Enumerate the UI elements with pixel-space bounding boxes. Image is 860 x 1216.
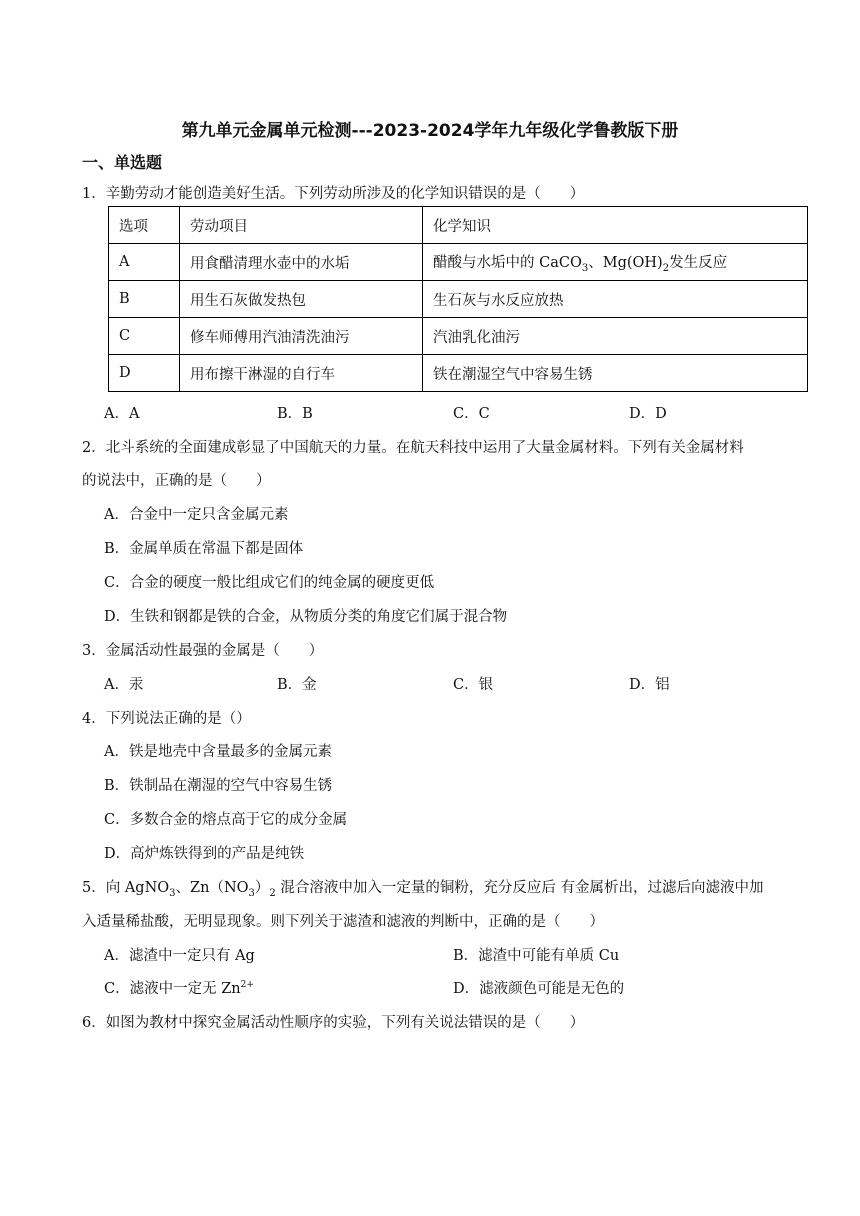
q5-option-c-text: C．滤液中一定无 Zn [104, 981, 241, 997]
q5-stem-line1 [82, 876, 764, 899]
q5-stem-part: 混合溶液中加入一定量的铜粉，充分反应后 有金属析出，过滤后向滤液中加 [275, 880, 764, 896]
q3-option-b: B．金 [277, 677, 317, 693]
q5-option-a: A．滤渣中一定只有 Ag [104, 948, 255, 964]
q4-stem: 4．下列说法正确的是（） [82, 711, 251, 727]
document-title: 第九单元金属单元检测---2023-2024学年九年级化学鲁教版下册 [181, 121, 679, 141]
q3-stem: 3．金属活动性最强的金属是（ ） [82, 643, 324, 659]
table-row [109, 244, 808, 281]
q2-option-c: C．合金的硬度一般比组成它们的纯金属的硬度更低 [104, 575, 435, 591]
q4-option-c: C．多数合金的熔点高于它的成分金属 [104, 812, 348, 828]
q5-option-d: D．滤液颜色可能是无色的 [453, 981, 625, 997]
q3-option-a: A．汞 [104, 677, 144, 693]
q4-option-a: A．铁是地壳中含量最多的金属元素 [104, 744, 332, 760]
subscript: 3 [169, 887, 176, 899]
table-cell-option: C [109, 318, 180, 355]
formula-text: 醋酸与水垢中的 CaCO [433, 254, 582, 271]
q1-option-b: B．B [277, 406, 313, 422]
q3-option-c: C．银 [453, 677, 494, 693]
table-header-cell: 选项 [109, 207, 180, 244]
subscript: 3 [581, 262, 589, 274]
table-header-row [109, 207, 808, 244]
q5-stem-line2: 入适量稀盐酸，无明显现象。则下列关于滤渣和滤液的判断中，正确的是（ ） [82, 914, 604, 930]
table-cell-knowledge: 铁在潮湿空气中容易生锈 [423, 355, 808, 392]
superscript: 2+ [240, 980, 254, 991]
table-header-cell: 化学知识 [423, 207, 808, 244]
table-cell-task: 用布擦干淋湿的自行车 [180, 355, 423, 392]
q5-stem-part: 5．向 AgNO [82, 880, 170, 896]
q1-stem: 1．辛勤劳动才能创造美好生活。下列劳动所涉及的化学知识错误的是（ ） [82, 186, 585, 202]
table-cell-option: A [109, 244, 180, 281]
q2-option-b: B．金属单质在常温下都是固体 [104, 541, 304, 557]
q1-table [108, 206, 808, 392]
q5-stem-part: ） [254, 880, 270, 896]
table-row [109, 355, 808, 392]
subscript: 2 [662, 262, 670, 274]
table-cell-option: B [109, 281, 180, 318]
q5-stem-part: 、Zn（NO [175, 880, 249, 896]
table-cell-knowledge: 汽油乳化油污 [423, 318, 808, 355]
table-cell-option: D [109, 355, 180, 392]
q5-option-c [104, 977, 254, 998]
section-heading: 一、单选题 [82, 153, 163, 172]
table-cell-knowledge: 生石灰与水反应放热 [423, 281, 808, 318]
subscript: 2 [269, 887, 276, 899]
table-cell-task: 用食醋清理水壶中的水垢 [180, 244, 423, 281]
subscript: 3 [248, 887, 255, 899]
q5-option-b: B．滤渣中可能有单质 Cu [453, 948, 620, 964]
formula-text: 、Mg(OH) [588, 254, 663, 271]
q1-option-a: A．A [104, 406, 140, 422]
table-header-cell: 劳动项目 [180, 207, 423, 244]
table-row [109, 281, 808, 318]
q2-option-a: A．合金中一定只含金属元素 [104, 507, 289, 523]
q2-stem-line2: 的说法中，正确的是（ ） [82, 473, 271, 489]
q1-option-d: D．D [629, 406, 667, 422]
table-row [109, 318, 808, 355]
table-cell-task: 修车师傅用汽油清洗油污 [180, 318, 423, 355]
table-cell-task: 用生石灰做发热包 [180, 281, 423, 318]
q2-stem-line1: 2．北斗系统的全面建成彰显了中国航天的力量。在航天科技中运用了大量金属材料。下列有关金属材料 [82, 440, 744, 456]
table-cell-knowledge [423, 244, 808, 281]
q4-option-d: D．高炉炼铁得到的产品是纯铁 [104, 846, 305, 862]
q4-option-b: B．铁制品在潮湿的空气中容易生锈 [104, 778, 333, 794]
q2-option-d: D．生铁和钢都是铁的合金，从物质分类的角度它们属于混合物 [104, 609, 508, 625]
q3-option-d: D．铝 [629, 677, 670, 693]
formula-text: 发生反应 [669, 254, 728, 271]
q1-option-c: C．C [453, 406, 490, 422]
q6-stem: 6．如图为教材中探究金属活动性顺序的实验，下列有关说法错误的是（ ） [82, 1015, 585, 1031]
